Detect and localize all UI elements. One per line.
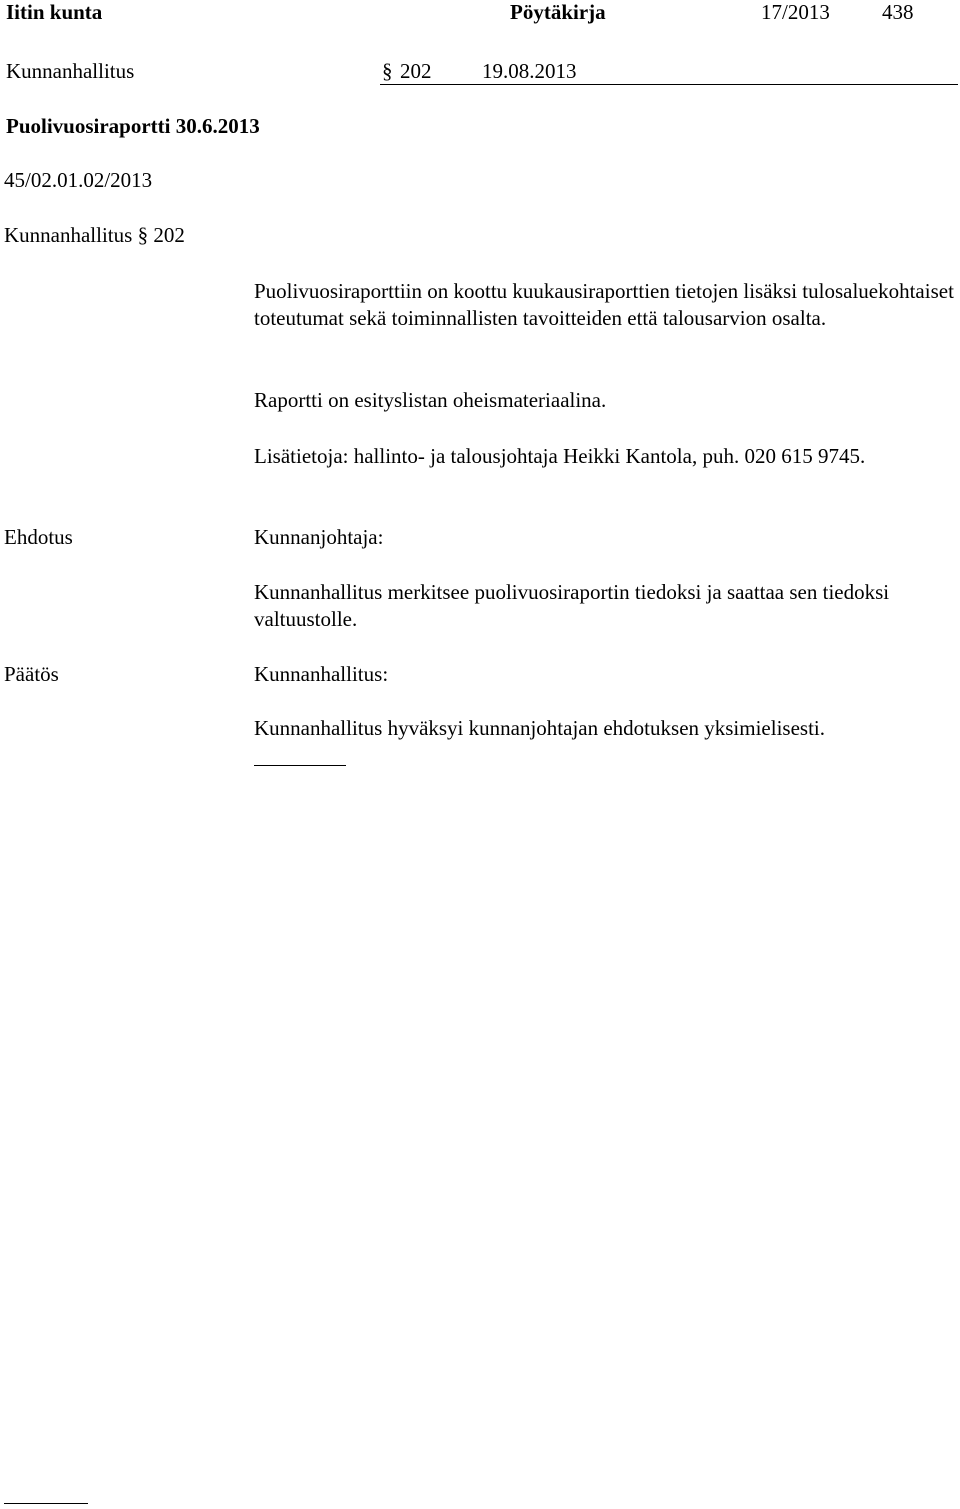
body-paragraph-3: Lisätietoja: hallinto- ja talousjohtaja Heikki Kantola, puh. 020 615 9745. (254, 444, 866, 468)
proposal-text: Kunnanhallitus merkitsee puolivuosiraportin tiedoksi ja saattaa sen tiedoksi valtuustolle. (254, 580, 890, 631)
document-type: Pöytäkirja (510, 0, 606, 24)
history-line (4, 225, 185, 246)
item-title: Puolivuosiraportti 30.6.2013 (6, 114, 260, 138)
history-body: Kunnanhallitus (4, 223, 133, 247)
end-of-item-rule (254, 765, 346, 766)
section-mark-icon: § (382, 59, 393, 83)
decision-label: Päätös (4, 662, 59, 686)
proposal-label: Ehdotus (4, 525, 73, 549)
proposal-author: Kunnanjohtaja: (254, 525, 384, 549)
page-number: 438 (882, 0, 914, 24)
body-paragraph-2: Raportti on esityslistan oheismateriaalina. (254, 388, 607, 412)
decision-text: Kunnanhallitus hyväksyi kunnanjohtajan ehdotuksen yksimielisesti. (254, 716, 826, 740)
history-section-mark-icon: § (137, 223, 149, 247)
municipality-name: Iitin kunta (6, 0, 103, 24)
footer-rule (4, 1503, 88, 1504)
item-reference: 45/02.01.02/2013 (4, 168, 153, 192)
section-number: 202 (400, 59, 432, 83)
decision-author: Kunnanhallitus: (254, 662, 389, 686)
meeting-date: 19.08.2013 (482, 59, 577, 83)
document-number: 17/2013 (761, 0, 830, 24)
history-section-number: 202 (153, 223, 185, 247)
meeting-body: Kunnanhallitus (6, 59, 135, 83)
body-paragraph-1: Puolivuosiraporttiin on koottu kuukausiraporttien tietojen lisäksi tulosaluekohtaiset toteutumat sekä toiminnallisten tavoitteiden että talousarvion osalta. (254, 279, 954, 330)
header-divider (380, 84, 958, 85)
